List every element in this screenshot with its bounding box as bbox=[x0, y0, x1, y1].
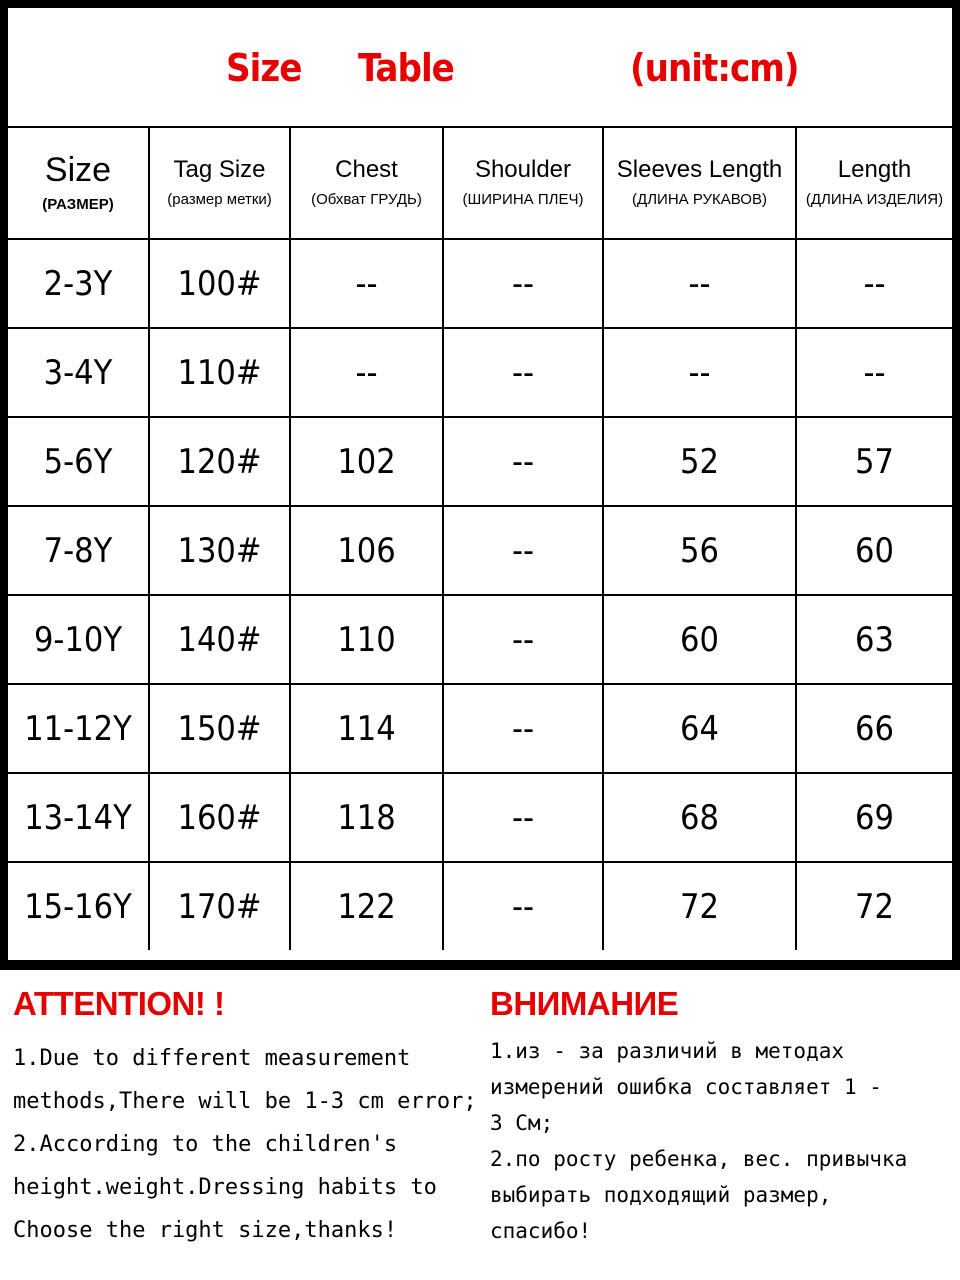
cell-length: 63 bbox=[796, 595, 952, 684]
cell-size: 13-14Y bbox=[8, 773, 149, 862]
cell-length: 60 bbox=[796, 506, 952, 595]
cell-tag-size: 150# bbox=[149, 684, 290, 773]
cell-shoulder: -- bbox=[443, 328, 603, 417]
table-row bbox=[8, 862, 952, 950]
cell-shoulder: -- bbox=[443, 417, 603, 506]
attention-english bbox=[13, 985, 477, 1252]
cell-size: 15-16Y bbox=[8, 862, 149, 950]
cell-chest: 106 bbox=[290, 506, 443, 595]
header-chest: Chest (Обхват ГРУДЬ) bbox=[290, 128, 443, 239]
header-shoulder: Shoulder (ШИРИНА ПЛЕЧ) bbox=[443, 128, 603, 239]
attention-line-ru: измерений ошибка составляет 1 - bbox=[490, 1075, 882, 1099]
header-tag-size: Tag Size (размер метки) bbox=[149, 128, 290, 239]
attention-line-en: methods,There will be 1-3 cm error; bbox=[13, 1089, 477, 1114]
cell-tag-size: 160# bbox=[149, 773, 290, 862]
table-header-row bbox=[8, 128, 952, 239]
attention-line-ru: спасибо! bbox=[490, 1219, 592, 1243]
title-word-table: Table bbox=[358, 46, 454, 90]
cell-tag-size: 120# bbox=[149, 417, 290, 506]
cell-length: 57 bbox=[796, 417, 952, 506]
table-row bbox=[8, 506, 952, 595]
cell-length: 66 bbox=[796, 684, 952, 773]
title-unit: (unit:cm) bbox=[630, 46, 799, 90]
title-row bbox=[8, 8, 952, 128]
cell-chest: 122 bbox=[290, 862, 443, 950]
attention-line-ru: 2.по росту ребенка, вес. привычка bbox=[490, 1147, 908, 1171]
cell-shoulder: -- bbox=[443, 684, 603, 773]
attention-text-ru bbox=[490, 1033, 950, 1249]
cell-length: -- bbox=[796, 328, 952, 417]
cell-size: 5-6Y bbox=[8, 417, 149, 506]
cell-sleeves-length: 64 bbox=[603, 684, 796, 773]
table-row bbox=[8, 595, 952, 684]
attention-line-en: Choose the right size,thanks! bbox=[13, 1218, 398, 1243]
attention-line-en: 1.Due to different measurement bbox=[13, 1046, 411, 1071]
cell-chest: 110 bbox=[290, 595, 443, 684]
cell-sleeves-length: 72 bbox=[603, 862, 796, 950]
cell-shoulder: -- bbox=[443, 239, 603, 328]
table-row bbox=[8, 417, 952, 506]
attention-line-en: 2.According to the children's bbox=[13, 1132, 398, 1157]
cell-sleeves-length: 68 bbox=[603, 773, 796, 862]
cell-sleeves-length: 56 bbox=[603, 506, 796, 595]
attention-title-ru: ВНИМАНИЕ bbox=[490, 985, 679, 1022]
cell-length: 72 bbox=[796, 862, 952, 950]
attention-russian bbox=[490, 985, 950, 1249]
table-row bbox=[8, 328, 952, 417]
cell-chest: -- bbox=[290, 328, 443, 417]
title-word-size: Size bbox=[226, 46, 302, 90]
attention-line-ru: выбирать подходящий размер, bbox=[490, 1183, 832, 1207]
cell-tag-size: 170# bbox=[149, 862, 290, 950]
attention-text-en bbox=[13, 1037, 477, 1252]
attention-line-en: height.weight.Dressing habits to bbox=[13, 1175, 437, 1200]
cell-sleeves-length: 52 bbox=[603, 417, 796, 506]
cell-sleeves-length: 60 bbox=[603, 595, 796, 684]
cell-size: 9-10Y bbox=[8, 595, 149, 684]
cell-tag-size: 140# bbox=[149, 595, 290, 684]
cell-shoulder: -- bbox=[443, 506, 603, 595]
cell-length: 69 bbox=[796, 773, 952, 862]
header-sleeves-length: Sleeves Length (ДЛИНА РУКАВОВ) bbox=[603, 128, 796, 239]
header-size: Size (РАЗМЕР) bbox=[8, 128, 149, 239]
cell-size: 2-3Y bbox=[8, 239, 149, 328]
attention-title-en: ATTENTION! ! bbox=[13, 985, 225, 1022]
cell-chest: 118 bbox=[290, 773, 443, 862]
cell-size: 11-12Y bbox=[8, 684, 149, 773]
header-length: Length (ДЛИНА ИЗДЕЛИЯ) bbox=[796, 128, 952, 239]
attention-line-ru: 3 См; bbox=[490, 1111, 554, 1135]
size-table bbox=[8, 128, 952, 950]
cell-sleeves-length: -- bbox=[603, 239, 796, 328]
table-row bbox=[8, 684, 952, 773]
cell-shoulder: -- bbox=[443, 862, 603, 950]
cell-chest: -- bbox=[290, 239, 443, 328]
cell-sleeves-length: -- bbox=[603, 328, 796, 417]
cell-size: 3-4Y bbox=[8, 328, 149, 417]
cell-tag-size: 130# bbox=[149, 506, 290, 595]
cell-chest: 102 bbox=[290, 417, 443, 506]
cell-shoulder: -- bbox=[443, 773, 603, 862]
cell-tag-size: 110# bbox=[149, 328, 290, 417]
cell-shoulder: -- bbox=[443, 595, 603, 684]
cell-size: 7-8Y bbox=[8, 506, 149, 595]
cell-length: -- bbox=[796, 239, 952, 328]
attention-line-ru: 1.из - за различий в методах bbox=[490, 1039, 845, 1063]
table-row bbox=[8, 773, 952, 862]
cell-chest: 114 bbox=[290, 684, 443, 773]
cell-tag-size: 100# bbox=[149, 239, 290, 328]
table-row bbox=[8, 239, 952, 328]
